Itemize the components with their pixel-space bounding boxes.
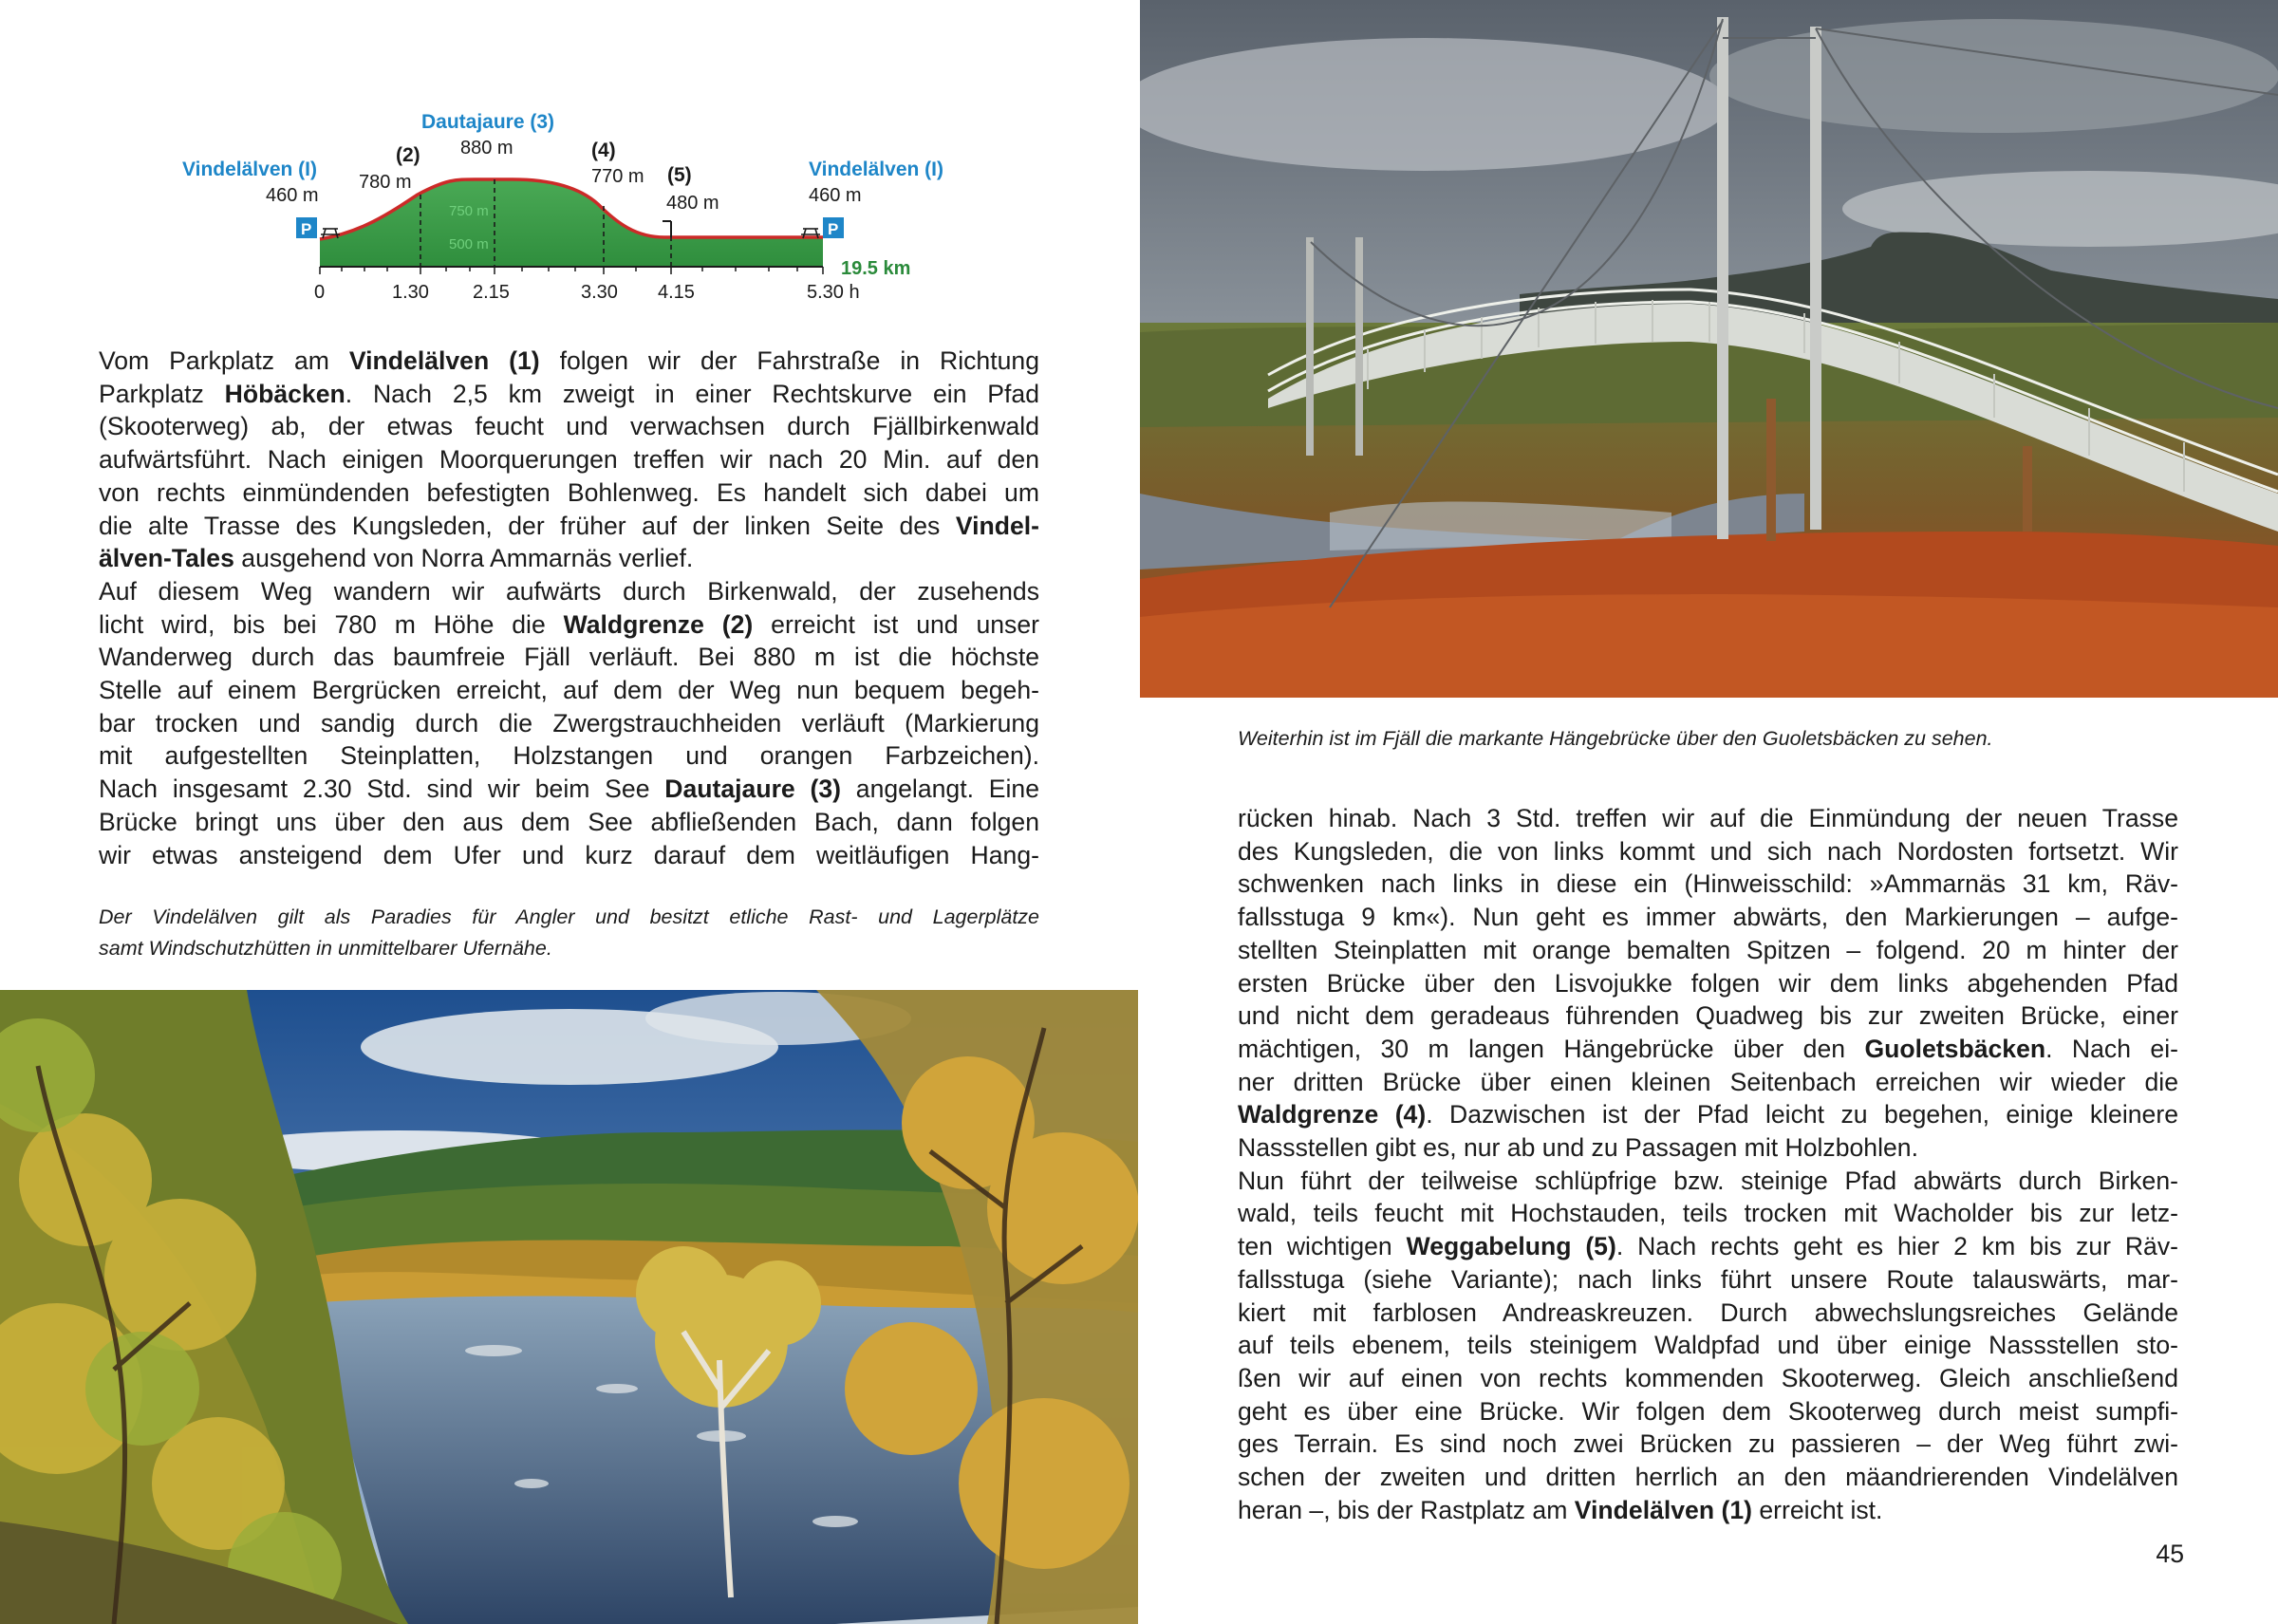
bold-term: Weggabelung (5) — [1406, 1232, 1616, 1261]
text-line — [99, 510, 1039, 543]
point-num-2: (2) — [396, 144, 420, 166]
body-text-right — [1238, 802, 2178, 1526]
text-run: ner dritten Brücke über einen kleinen Seitenbach erreichen wir wieder die — [1238, 1067, 2178, 1096]
text-line — [1238, 802, 2178, 835]
text-run: und nicht dem geradeaus führenden Quadweg bis zur zweiten Brücke, einer — [1238, 1001, 2178, 1031]
text-run: schen der zweiten und dritten herrlich an den mäandrierenden Vindelälven — [1238, 1463, 2178, 1492]
time-label-2: 2.15 — [473, 282, 510, 303]
grid-label-500: 500 m — [449, 236, 489, 252]
text-line — [1238, 1098, 2178, 1131]
text-line — [99, 806, 1039, 839]
text-run: von rechts einmündenden befestigten Bohlenweg. Es handelt sich dabei um — [99, 477, 1039, 507]
caption-river-line-1: Der Vindelälven gilt als Paradies für Angler und besitzt etliche Rast- und Lagerplätze — [99, 905, 1039, 928]
text-run: Nach insgesamt 2.30 Std. sind wir beim See — [99, 775, 665, 804]
point-elev-5: 480 m — [666, 193, 719, 214]
parking-label-start: P — [301, 220, 312, 238]
point-num-4: (4) — [591, 140, 616, 161]
distance-label: 19.5 km — [841, 258, 911, 279]
text-line — [99, 707, 1039, 740]
time-label-4: 4.15 — [658, 282, 695, 303]
text-run: ausgehend von Norra Ammarnäs verlief. — [233, 544, 694, 573]
point-elev-4: 770 m — [591, 166, 644, 187]
point-elev-3: 880 m — [460, 138, 513, 159]
text-line — [99, 345, 1039, 378]
text-run: fallsstuga 9 km«). Nun geht es immer abwärts, den Markierungen – aufge- — [1238, 903, 2178, 932]
text-line — [99, 575, 1039, 608]
text-line — [1238, 1131, 2178, 1165]
caption-river — [99, 902, 1039, 964]
text-line — [1238, 1230, 2178, 1263]
text-line — [1238, 1197, 2178, 1230]
text-run: ßen wir auf einen von rechts kommenden Skooterweg. Gleich anschließend — [1238, 1363, 2178, 1392]
text-run: geht es über eine Brücke. Wir folgen dem Skooterweg durch meist sumpfi- — [1238, 1396, 2178, 1426]
text-run: wir etwas ansteigend dem Ufer und kurz darauf dem weitläufigen Hang- — [99, 840, 1039, 869]
text-run: . Nach 2,5 km zweigt in einer Rechtskurve ein Pfad — [345, 379, 1040, 408]
text-run: . Nach rechts geht es hier 2 km bis zur Räv- — [1615, 1232, 2178, 1261]
bold-term: Dautajaure (3) — [664, 775, 841, 804]
text-line — [1238, 1263, 2178, 1297]
text-line — [99, 410, 1039, 443]
text-run: Nassstellen gibt es, nur ab und zu Passagen mit Holzbohlen. — [1238, 1133, 1918, 1163]
text-run: Brücke bringt uns über den aus dem See abfließenden Bach, dann folgen — [99, 807, 1039, 836]
text-line — [99, 542, 1039, 575]
text-run: auf teils ebenem, teils steinigem Waldpfad und über einige Nassstellen sto- — [1238, 1331, 2178, 1360]
caption-river-line-2: samt Windschutzhütten in unmittelbarer Ufernähe. — [99, 937, 552, 960]
bold-term: Vindel- — [955, 511, 1039, 540]
point-name-3: Dautajaure (3) — [421, 111, 555, 133]
text-line — [1238, 967, 2178, 1000]
point-elev-end: 460 m — [809, 185, 862, 206]
text-line — [1238, 934, 2178, 967]
text-run: . Nach ei- — [2045, 1034, 2178, 1063]
text-run: kiert mit farblosen Andreaskreuzen. Durch abwechslungsreiches Gelände — [1238, 1297, 2178, 1327]
text-run: bar trocken und sandig durch die Zwergstrauchheiden verläuft (Markierung — [99, 708, 1039, 737]
bold-term: Höbäcken — [224, 379, 345, 408]
text-line — [1238, 1494, 2178, 1527]
text-line — [99, 641, 1039, 674]
text-run: die alte Trasse des Kungsleden, der früher auf der linken Seite des — [99, 511, 956, 540]
text-line — [1238, 868, 2178, 901]
text-run: . Dazwischen ist der Pfad leicht zu begehen, einige kleinere — [1426, 1100, 2178, 1129]
text-line — [1238, 1033, 2178, 1066]
text-run: rücken hinab. Nach 3 Std. treffen wir auf die Einmündung der neuen Trasse — [1238, 804, 2178, 832]
text-line — [1238, 1428, 2178, 1461]
text-line — [99, 839, 1039, 872]
text-line — [1238, 999, 2178, 1033]
point-elev-start: 460 m — [266, 185, 319, 206]
text-run: ersten Brücke über den Lisvojukke folgen wir dem links abgehenden Pfad — [1238, 968, 2178, 998]
bold-term: Waldgrenze (4) — [1238, 1100, 1427, 1129]
text-line — [1238, 901, 2178, 934]
bold-term: Waldgrenze (2) — [563, 609, 754, 639]
text-line — [99, 608, 1039, 642]
suspension-bridge-photo — [1140, 0, 2278, 698]
text-line — [1238, 1461, 2178, 1494]
text-run: Wanderweg durch das baumfreie Fjäll verläuft. Bei 880 m ist die höchste — [99, 643, 1039, 672]
text-run: schwenken nach links in diese ein (Hinweisschild: »Ammarnäs 31 km, Räv- — [1238, 869, 2178, 899]
text-run: ges Terrain. Es sind noch zwei Brücken zu passieren – der Weg führt zwi- — [1238, 1429, 2178, 1459]
text-run: Nun führt der teilweise schlüpfrige bzw. steinige Pfad abwärts durch Birken- — [1238, 1166, 2178, 1195]
bold-term: Vindelälven (1) — [348, 346, 540, 375]
caption-bridge: Weiterhin ist im Fjäll die markante Hängebrücke über den Guoletsbäcken zu sehen. — [1238, 727, 1993, 750]
text-run: Stelle auf einem Bergrücken erreicht, auf dem der Weg nun bequem begeh- — [99, 676, 1039, 705]
text-line — [99, 378, 1039, 411]
text-line — [1238, 1395, 2178, 1428]
time-label-3: 3.30 — [581, 282, 618, 303]
body-text-left — [99, 345, 1039, 871]
bold-term: Vindelälven (1) — [1574, 1495, 1752, 1524]
text-line — [1238, 1362, 2178, 1395]
text-run: heran –, bis der Rastplatz am — [1238, 1495, 1575, 1524]
parking-label-end: P — [828, 220, 839, 238]
text-line — [1238, 1066, 2178, 1099]
text-run: aufwärtsführt. Nach einigen Moorquerungen treffen wir nach 20 Min. auf den — [99, 445, 1039, 475]
text-run: mit aufgestellten Steinplatten, Holzstangen und orangen Farbzeichen). — [99, 741, 1039, 771]
point-name-start: Vindelälven (I) — [182, 159, 317, 180]
text-run: angelangt. Eine — [841, 775, 1039, 804]
text-line — [99, 773, 1039, 806]
point-name-end: Vindelälven (I) — [809, 159, 943, 180]
time-label-0: 0 — [314, 282, 326, 303]
text-run: ten wichtigen — [1238, 1232, 1407, 1261]
time-label-1: 1.30 — [392, 282, 429, 303]
page-number: 45 — [2156, 1540, 2184, 1568]
text-line — [1238, 835, 2178, 868]
point-num-5: (5) — [667, 164, 692, 186]
text-run: Auf diesem Weg wandern wir aufwärts durch Birkenwald, der zusehends — [99, 576, 1039, 606]
text-run: des Kungsleden, die von links kommt und sich nach Nordosten fortsetzt. Wir — [1238, 836, 2178, 866]
text-run: fallsstuga (siehe Variante); nach links führt unsere Route talauswärts, mar- — [1238, 1264, 2178, 1294]
text-line — [1238, 1165, 2178, 1198]
river-birch-photo — [0, 990, 1138, 1624]
text-line — [1238, 1329, 2178, 1362]
time-label-5: 5.30 h — [807, 282, 860, 303]
text-line — [99, 443, 1039, 476]
text-run: stellten Steinplatten mit orange bemalten Spitzen – folgend. 20 m hinter der — [1238, 935, 2178, 964]
text-run: folgen wir der Fahrstraße in Richtung — [539, 346, 1039, 375]
text-run: Vom Parkplatz am — [99, 346, 349, 375]
text-line — [99, 476, 1039, 510]
junction-icon — [663, 221, 671, 237]
text-run: wald, teils feucht mit Hochstauden, teils trocken mit Wacholder bis zur letz- — [1238, 1199, 2178, 1228]
grid-label-750: 750 m — [449, 203, 489, 219]
text-run: erreicht ist und unser — [753, 609, 1039, 639]
elevation-profile — [171, 100, 987, 313]
text-run: Parkplatz — [99, 379, 225, 408]
text-run: licht wird, bis bei 780 m Höhe die — [99, 609, 564, 639]
text-line — [99, 674, 1039, 707]
text-run: (Skooterweg) ab, der etwas feucht und verwachsen durch Fjällbirkenwald — [99, 412, 1039, 441]
point-elev-2: 780 m — [359, 172, 412, 193]
text-run: mächtigen, 30 m langen Hängebrücke über den — [1238, 1034, 1865, 1063]
bold-term: Guoletsbäcken — [1864, 1034, 2046, 1063]
text-run: erreicht ist. — [1751, 1495, 1883, 1524]
text-line — [99, 739, 1039, 773]
text-line — [1238, 1297, 2178, 1330]
bold-term: älven-Tales — [99, 544, 234, 573]
